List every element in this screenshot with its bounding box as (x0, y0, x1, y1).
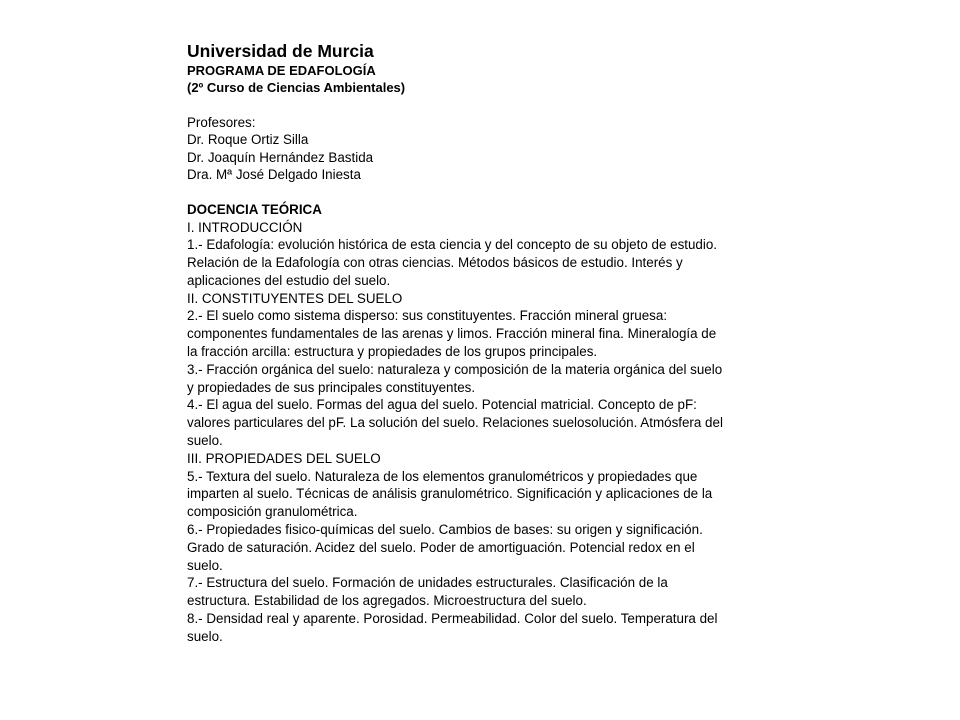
topic-paragraph: 2.- El suelo como sistema disperso: sus constituyentes. Fracción mineral gruesa: componentes fundamentales de las arenas y limos. Fracción mineral fina. Mineralogía de la fracción arcilla: estructura y propiedades de los grupos principales. (187, 308, 717, 360)
spacer (187, 96, 727, 114)
course-subtitle: (2º Curso de Ciencias Ambientales) (187, 80, 406, 95)
topic-paragraph: 1.- Edafología: evolución histórica de esta ciencia y del concepto de su objeto de estudio. Relación de la Edafología con otras ciencias. Métodos básicos de estudio. Interés y aplicaciones del estudio del suelo. (187, 237, 718, 288)
professors-label: Profesores: (187, 114, 256, 130)
topic-paragraph: 3.- Fracción orgánica del suelo: naturaleza y composición de la materia orgánica del suelo y propiedades de sus principales constituyentes. (187, 361, 723, 395)
document-page (187, 40, 727, 646)
topic-paragraph: 4.- El agua del suelo. Formas del agua del suelo. Potencial matricial. Concepto de pF: valores particulares del pF. La solución del suelo. Relaciones suelosolución. Atmósfera del suelo. (187, 397, 723, 449)
section-heading: DOCENCIA TEÓRICA (187, 202, 322, 217)
topic-paragraph: 5.- Textura del suelo. Naturaleza de los elementos granulométricos y propiedades que imparten al suelo. Técnicas de análisis granulométrico. Significación y aplicaciones de la composición granulométrica. (187, 468, 713, 520)
topic-paragraph: 8.- Densidad real y aparente. Porosidad. Permeabilidad. Color del suelo. Temperatura del suelo. (187, 611, 718, 644)
unit-heading: III. PROPIEDADES DEL SUELO (187, 450, 381, 466)
professor-name: Dr. Joaquín Hernández Bastida (187, 149, 374, 165)
topic-paragraph: 7.- Estructura del suelo. Formación de unidades estructurales. Clasificación de la estructura. Estabilidad de los agregados. Microestructura del suelo. (187, 575, 668, 609)
unit-heading: I. INTRODUCCIÓN (187, 219, 303, 235)
spacer (187, 184, 727, 202)
university-title: Universidad de Murcia (187, 41, 374, 61)
professor-name: Dra. Mª José Delgado Iniesta (187, 167, 361, 182)
program-title: PROGRAMA DE EDAFOLOGÍA (187, 63, 376, 78)
unit-heading: II. CONSTITUYENTES DEL SUELO (187, 290, 403, 306)
professor-name: Dr. Roque Ortiz Silla (187, 132, 309, 147)
topic-paragraph: 6.- Propiedades fisico-químicas del suelo. Cambios de bases: su origen y significación. Grado de saturación. Acidez del suelo. Poder de amortiguación. Potencial redox en el suelo. (187, 522, 703, 573)
